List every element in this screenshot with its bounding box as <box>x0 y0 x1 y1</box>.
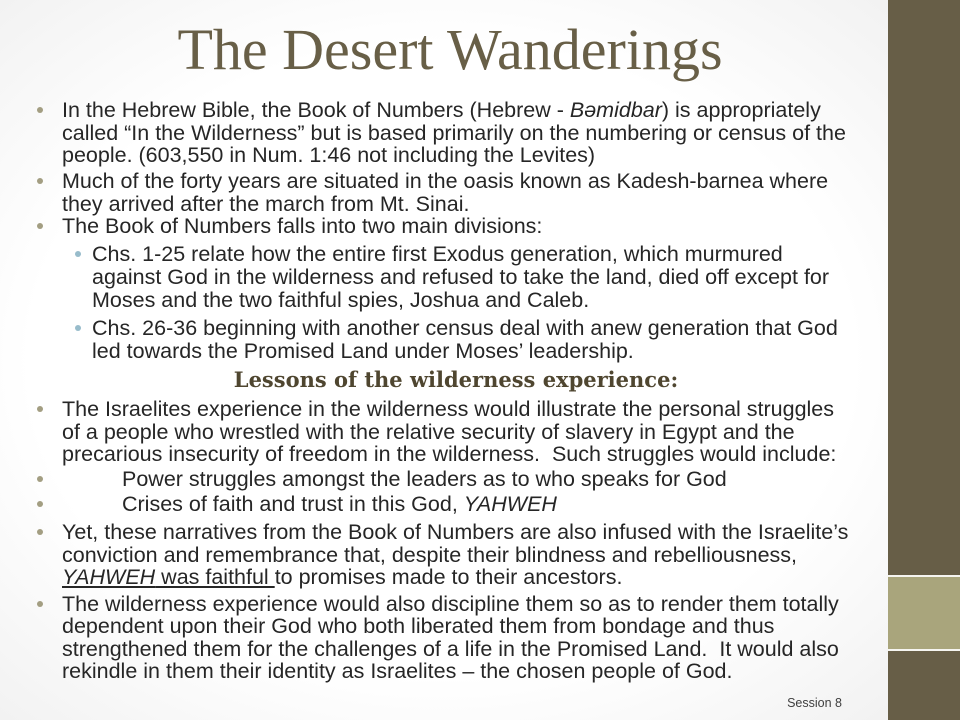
slide-title: The Desert Wanderings <box>177 17 723 82</box>
text-line: Moses and the two faithful spies, Joshua and Caleb. <box>92 288 590 312</box>
text-line: The Book of Numbers falls into two main divisions: <box>62 214 543 238</box>
text-run: ) is appropriately <box>661 98 821 122</box>
underlined-text-run: was faithful <box>155 565 275 589</box>
divine-name-italic: YAHWEH <box>463 492 557 516</box>
text-line: strengthened them for the challenges of a life in the Promised Land. It would also <box>62 636 839 661</box>
sub-bullet-dot <box>75 325 81 331</box>
text-line: Power struggles amongst the leaders as to who speaks for God <box>122 467 727 491</box>
accent-square-light <box>888 577 960 649</box>
text-line <box>62 566 848 589</box>
text-run: In the Hebrew Bible, the Book of Numbers (Hebrew - <box>62 98 570 122</box>
text-line: precarious insecurity of freedom in the wilderness. Such struggles would include: <box>62 442 837 466</box>
text-run: to promises made to their ancestors. <box>274 565 623 589</box>
bullet-israelites-experience <box>62 398 836 466</box>
text-line: they arrived after the march from Mt. Sinai. <box>62 191 470 216</box>
footer-session-label: Session 8 <box>787 696 842 710</box>
bullet-kadesh-barnea <box>62 170 828 215</box>
accent-bar-dark-top <box>888 0 960 575</box>
text-line: conviction and remembrance that, despite their blindness and rebelliousness, <box>62 542 798 567</box>
bullet-book-of-numbers-name <box>62 99 846 167</box>
section-heading: Lessons of the wilderness experience: <box>233 367 679 392</box>
divine-name-italic-underlined: YAHWEH <box>62 565 156 589</box>
bullet-dot <box>37 529 43 535</box>
text-line: rekindle in them their identity as Israelites – the chosen people of God. <box>62 658 733 683</box>
text-line: Much of the forty years are situated in the oasis known as Kadesh-barnea where <box>62 169 829 193</box>
text-run: Crises of faith and trust in this God, <box>122 492 464 516</box>
hebrew-title-italic: Bəmidbar <box>569 98 662 122</box>
bullet-two-divisions <box>62 215 542 238</box>
bullet-dot <box>37 501 43 507</box>
text-line: Chs. 1-25 relate how the entire first Exodus generation, which murmured <box>92 242 783 266</box>
bullet-dot <box>37 601 43 607</box>
text-line: Chs. 26-36 beginning with another census deal with anew generation that God <box>92 316 838 340</box>
text-line: people. (603,550 in Num. 1:46 not including the Levites) <box>62 143 596 167</box>
bullet-dot <box>37 107 43 113</box>
sub-bullet-dot <box>75 251 81 257</box>
bullet-dot <box>37 178 43 184</box>
text-line: of a people who wrestled with the relative security of slavery in Egypt and the <box>62 419 795 444</box>
bullet-dot <box>37 476 43 482</box>
bullet-dot <box>37 406 43 412</box>
accent-bar-dark-bottom <box>888 651 960 720</box>
text-line: dependent upon their God who both liberated them from bondage and thus <box>62 614 775 639</box>
text-line <box>122 493 557 516</box>
bullet-yahweh-faithful <box>62 521 848 589</box>
bullet-dot <box>37 223 43 229</box>
text-line: The wilderness experience would also discipline them so as to render them totally <box>62 592 839 616</box>
text-line: against God in the wilderness and refused to take the land, died off except for <box>92 265 830 289</box>
text-line: The Israelites experience in the wilderness would illustrate the personal struggles <box>62 397 835 421</box>
text-line: called “In the Wilderness” but is based primarily on the numbering or census of the <box>62 120 846 145</box>
text-line <box>62 99 846 122</box>
sub-bullet-chapters-26-36 <box>92 317 838 363</box>
sub-bullet-chapters-1-25 <box>92 243 829 312</box>
bullet-crises-of-faith <box>122 493 557 516</box>
text-line: led towards the Promised Land under Moses’ leadership. <box>92 339 634 363</box>
bullet-power-struggles <box>122 468 727 491</box>
text-line: Yet, these narratives from the Book of Numbers are also infused with the Israelite’s <box>62 520 849 544</box>
bullet-discipline <box>62 593 839 682</box>
